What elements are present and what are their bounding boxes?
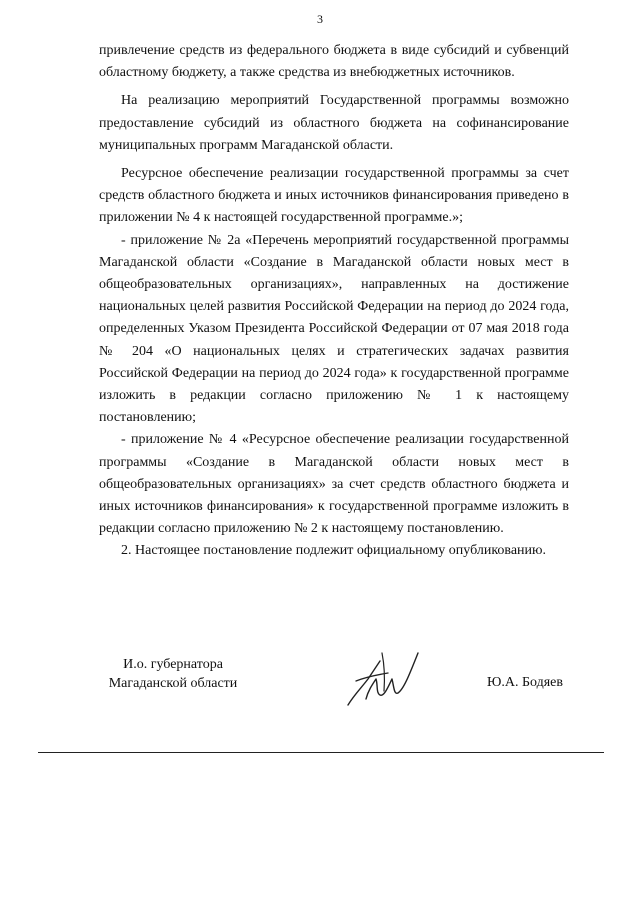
signer-position-line2: Магаданской области xyxy=(108,676,238,691)
footer-divider xyxy=(38,752,604,753)
signer-name: Ю.А. Бодяев xyxy=(486,675,563,690)
paragraph-funding-sources: привлечение средств из федерального бюджета в виде субсидий и субвенций областному бюджету, а также средства из внебюджетных источников. xyxy=(99,43,569,81)
paragraph-resource-provision: Ресурсное обеспечение реализации государственной программы за счет средств областного бюджета и иных источников финансирования приведено в приложении № 4 к настоящей государственной программе.»; xyxy=(99,166,569,226)
signer-position xyxy=(99,655,247,693)
paragraph-subsidies: На реализацию мероприятий Государственной программы возможно предоставление субсидий из областного бюджета на софинансирование муниципальных программ Магаданской области. xyxy=(99,93,569,153)
paragraph-appendix-2a: - приложение № 2а «Перечень мероприятий государственной программы Магаданской области «Создание в Магаданской области новых мест в общеобразовательных организациях», направленных на достижение национальных целей развития Российской Федерации на период до 2024 года, определенных Указом Президента Российской Федерации от 07 мая 2018 года № 204 «О национальных целях и стратегических задачах развития Российской Федерации на период до 2024 года» к государственной программе изложить в редакции согласно приложению № 1 к настоящему постановлению; xyxy=(99,232,569,426)
paragraph-publication: 2. Настоящее постановление подлежит официальному опубликованию. xyxy=(121,543,546,559)
signature-block xyxy=(99,655,569,715)
signer-position-line1: И.о. губернатора xyxy=(123,657,223,672)
paragraph-appendix-4: - приложение № 4 «Ресурсное обеспечение реализации государственной программы «Создание в Магаданской области новых мест в общеобразовательных организациях» за счет средств областного бюджета и иных источников финансирования» к государственной программе изложить в редакции согласно приложению № 2 к настоящему постановлению. xyxy=(99,432,569,537)
page-number: 3 xyxy=(317,12,323,26)
handwritten-signature xyxy=(342,647,422,711)
document-body xyxy=(99,40,569,563)
